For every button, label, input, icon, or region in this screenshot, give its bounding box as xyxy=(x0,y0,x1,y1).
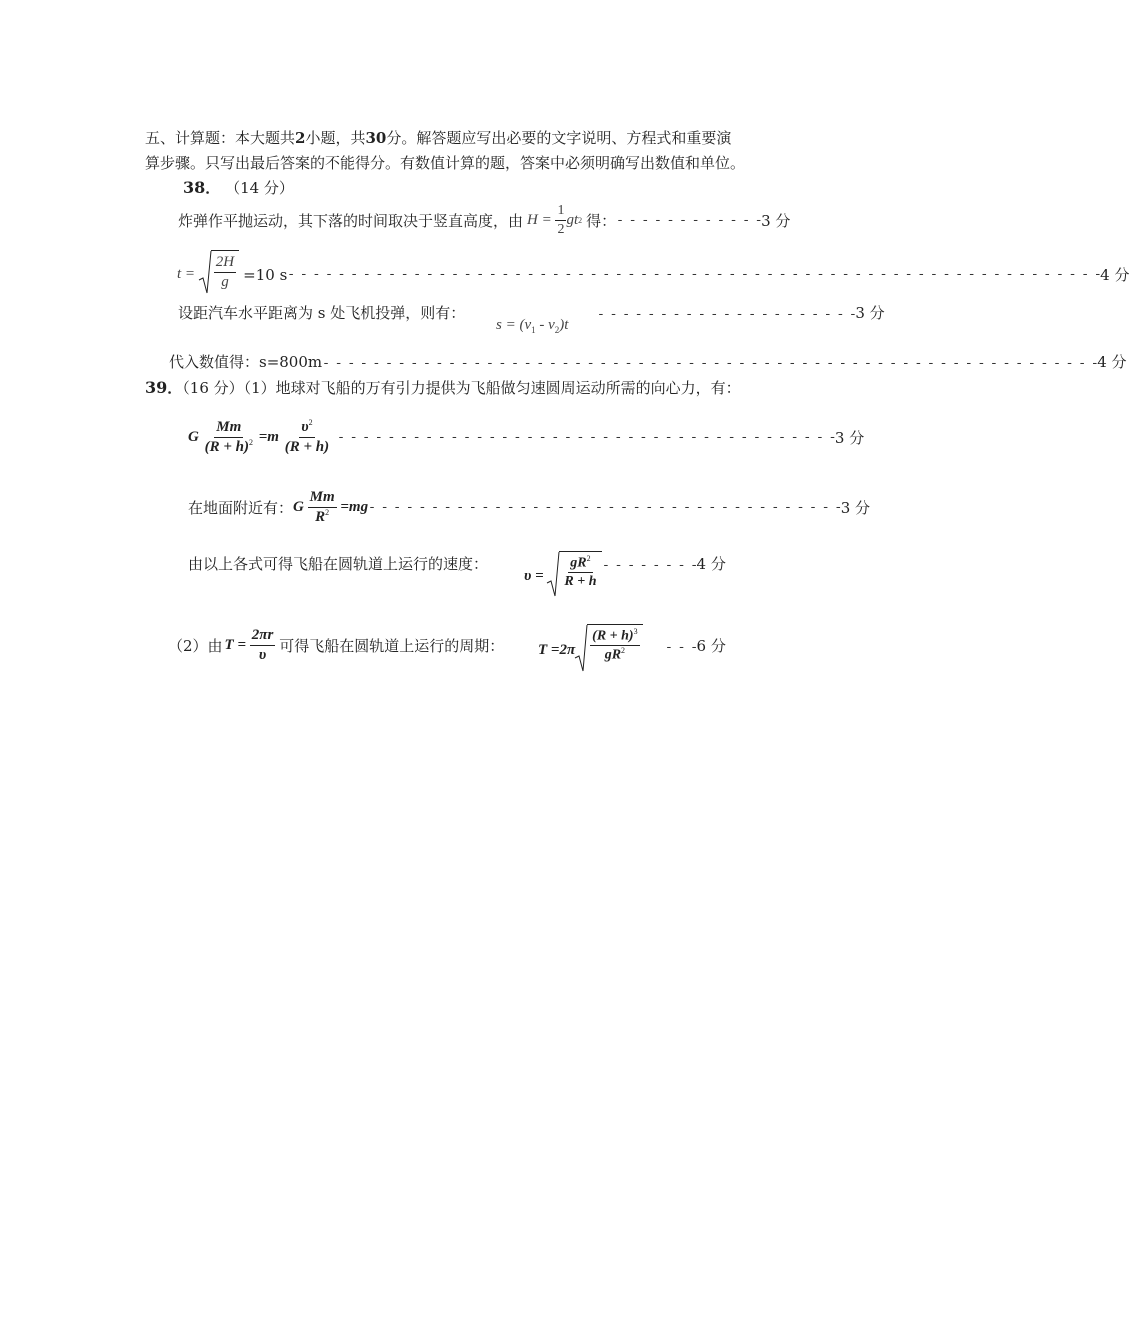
q39-eq4-score: - - -6 分 xyxy=(665,637,726,655)
q38-line3: 设距汽车水平距离为 s 处飞机投弹，则有： xyxy=(178,304,466,322)
dash-leader: - - - - - - - - - - - - - - - - - - - - - - - - - - - - - - - - - - - - - - xyxy=(368,499,841,515)
q39-eq3-score: - - - - - - - -4 分 xyxy=(602,555,726,573)
q39-line3: 由以上各式可得飞船在圆轨道上运行的速度： xyxy=(188,555,489,573)
formula-surface-gravity: G $\frac{Mm}{R^2}$ =mg xyxy=(293,489,369,525)
formula-gravitation: G $\frac{Mm}{(R + h)^2}$ =m $\frac{\upsilon^2}{(R + h)}$ xyxy=(188,418,330,455)
q38-points: （14 分） xyxy=(225,179,294,197)
q39-number: 39 xyxy=(145,378,168,397)
dash-leader: - - - xyxy=(665,640,697,655)
dash-leader: - - - - - - - - - - - - - - - - - - - - - - - - - - - - - - - - - - - - - - - - - - - - - - - - - - - - - - - - - - - - - - - - - xyxy=(287,267,1101,282)
section-heading-line1: 五、计算题：本大题共2小题，共30分。解答题应写出必要的文字说明、方程式和重要演 xyxy=(145,129,732,147)
q39-eq1: G $\frac{Mm}{(R + h)^2}$ =m $\frac{\upsilon^2}{(R + h)}$ - - - - - - - - - - - - - - - - - - - - - - - - - - - - - - - - - - - - - - - - 3 分 xyxy=(188,418,865,455)
dash-leader: - - - - - - - - - - - - - - - - - - - - - xyxy=(597,307,856,322)
dash-leader: - - - - - - - - xyxy=(602,558,697,573)
q39-eq2: 在地面附近有： G $\frac{Mm}{R^2}$ =mg - - - - - - - - - - - - - - - - - - - - - - - - - - - - - - - - - - - - - - 3 分 xyxy=(188,489,871,525)
formula-period-def: T = $\frac{2\pi r}{\upsilon}$ xyxy=(224,627,274,663)
q38-number: 38 xyxy=(183,178,206,197)
q39-part2: （2）由 T = $\frac{2\pi r}{\upsilon}$ 可得飞船在圆轨道上运行的周期： xyxy=(168,627,505,663)
section-heading-line2: 算步骤。只写出最后答案的不能得分。有数值计算的题，答案中必须明确写出数值和单位。 xyxy=(145,154,746,172)
formula-velocity: υ = $\frac{gR^2}{R + h}$ xyxy=(524,551,602,602)
q38-line2: t = $\frac{2H}{g}$ =10 s - - - - - - - - - - - - - - - - - - - - - - - - - - - - - - - - - - - - - - - - - - - - - - - - - - - - - - - - - - - - - - - - - 4 分 xyxy=(177,250,1129,299)
dash-leader: - - - - - - - - - - - - - - - - - - - - - - - - - - - - - - - - - - - - - - - - - - - - - - - - - - - - - - - - - - - - - - xyxy=(322,356,1098,371)
formula-period: T =2π $\frac{(R + h)^3}{gR^2}$ xyxy=(538,624,643,677)
q38-line1: 炸弹作平抛运动，其下落的时间取决于竖直高度，由 H = $\frac{1}{2}$ gt 2 得： - - - - - - - - - - - - 3 分 xyxy=(178,203,791,237)
q39-header: 39．（16 分）（1）地球对飞船的万有引力提供为飞船做匀速圆周运动所需的向心力，有： xyxy=(145,378,741,397)
dash-leader: - - - - - - - - - - - - xyxy=(616,212,762,228)
formula-time: t = $\frac{2H}{g}$ xyxy=(177,250,239,299)
q38-line3-score: - - - - - - - - - - - - - - - - - - - - -3 分 xyxy=(597,304,885,322)
dash-leader: - - - - - - - - - - - - - - - - - - - - - - - - - - - - - - - - - - - - - - - - xyxy=(337,429,835,445)
formula-height: H = $\frac{1}{2}$ gt 2 xyxy=(527,203,583,237)
q38-header: 38． （14 分） xyxy=(183,178,294,197)
q38-line4: 代入数值得：s=800m- - - - - - - - - - - - - - - - - - - - - - - - - - - - - - - - - - - - - - - - - - - - - - - - - - - - - - - - - - - - - -4 分 xyxy=(169,353,1127,371)
formula-distance: $s = (v_1 - v_2)t$ xyxy=(496,317,569,335)
